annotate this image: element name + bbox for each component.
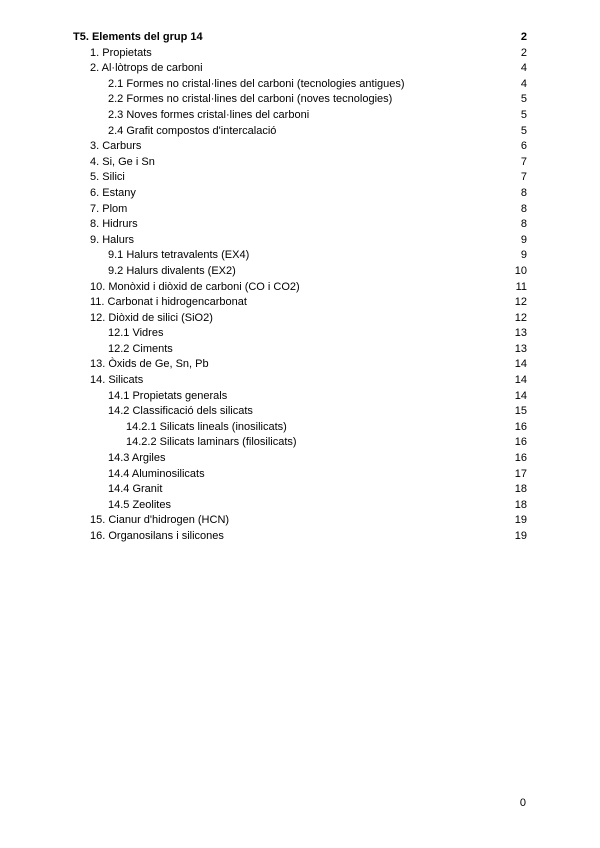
toc-entry[interactable] [73,326,527,342]
toc-entry-label: 11. Carbonat i hidrogencarbonat [90,296,247,309]
toc-entry-page: 6 [520,140,527,153]
toc-title-page: 2 [520,31,527,43]
toc-entry-label: 14.4 Aluminosilicats [108,467,205,480]
toc-entry-label: 14. Silicats [90,374,144,387]
toc-entry-label: 9.2 Halurs divalents (EX2) [108,264,236,277]
toc-entry-label: 2.1 Formes no cristal·lines del carboni (tecnologies antigues) [108,77,405,90]
toc-entry-label: 16. Organosilans i silicones [90,530,224,542]
toc-entry-page: 8 [520,202,527,215]
toc-entry-page: 9 [520,233,527,246]
toc-entry-page: 12 [514,296,527,309]
toc-entry-label: 14.2.2 Silicats laminars (filosilicats) [126,436,297,449]
toc-entry-page: 10 [514,264,527,277]
toc-entry[interactable] [73,61,527,77]
toc-entries [73,46,527,545]
toc-entry-page: 19 [514,530,527,542]
toc-entry[interactable] [73,108,527,124]
toc-entry-page: 11 [515,280,527,293]
toc-entry-label: 5. Silici [90,171,125,184]
toc-entry-label: 13. Òxids de Ge, Sn, Pb [90,358,209,371]
toc-entry[interactable] [73,202,527,218]
toc-entry[interactable] [73,404,527,420]
toc-entry-label: 8. Hidrurs [90,218,138,231]
toc-entry-page: 14 [514,374,527,387]
toc-entry-label: 12.2 Ciments [108,342,173,355]
toc-entry-label: 14.4 Granit [108,483,163,496]
toc-entry-label: 14.1 Propietats generals [108,389,228,402]
toc-entry-page: 9 [520,249,527,262]
toc-entry-label: 10. Monòxid i diòxid de carboni (CO i CO2) [90,280,300,293]
toc-entry[interactable] [73,482,527,498]
toc-entry-page: 16 [514,436,527,449]
toc-entry-page: 19 [514,514,527,527]
toc-entry-page: 5 [520,124,527,137]
toc-entry[interactable] [73,170,527,186]
toc-entry-page: 14 [514,358,527,371]
toc-entry[interactable] [73,373,527,389]
toc-entry[interactable] [73,357,527,373]
toc-entry-label: 3. Carburs [90,140,142,153]
toc-entry[interactable] [73,186,527,202]
toc-entry-page: 12 [514,311,527,324]
toc-entry-label: 9. Halurs [90,233,135,246]
toc-entry-page: 7 [520,171,527,184]
toc-title-row[interactable] [73,30,527,46]
toc-entry-label: 1. Propietats [90,46,152,59]
toc-entry[interactable] [73,389,527,405]
toc-entry[interactable] [73,139,527,155]
toc-entry-label: 14.3 Argiles [108,452,166,465]
toc-entry-page: 4 [520,62,527,75]
toc-title: T5. Elements del grup 14 [73,31,203,43]
toc-entry-page: 17 [514,467,527,480]
toc-entry[interactable] [73,529,527,545]
toc-entry-label: 14.5 Zeolites [108,498,171,511]
toc-entry-page: 8 [520,218,527,231]
toc-entry-page: 14 [514,389,527,402]
toc-entry-label: 12.1 Vidres [108,327,164,340]
toc-entry-label: 2.3 Noves formes cristal·lines del carboni [108,108,310,121]
toc-entry-label: 6. Estany [90,186,136,199]
toc-entry-page: 4 [520,77,527,90]
toc-entry-page: 15 [514,405,527,418]
toc-entry[interactable] [73,92,527,108]
toc-entry[interactable] [73,248,527,264]
toc-entry[interactable] [73,77,527,93]
toc-entry[interactable] [73,155,527,171]
toc-entry-label: 15. Cianur d'hidrogen (HCN) [90,514,230,527]
toc-entry[interactable] [73,451,527,467]
toc-entry[interactable] [73,233,527,249]
toc-entry[interactable] [73,295,527,311]
toc-entry-label: 14.2.1 Silicats lineals (inosilicats) [126,420,287,433]
toc-entry-page: 13 [514,342,527,355]
toc-entry-page: 16 [514,420,527,433]
toc-entry[interactable] [73,311,527,327]
toc-entry-page: 13 [514,327,527,340]
toc-entry[interactable] [73,46,527,62]
footer-page-number: 0 [519,797,526,809]
toc-entry-label: 2.4 Grafit compostos d'intercalació [108,124,277,137]
toc-entry-page: 5 [520,93,527,106]
toc-entry-page: 5 [520,108,527,121]
toc-entry-page: 18 [514,483,527,496]
toc-entry[interactable] [73,342,527,358]
toc-entry[interactable] [73,498,527,514]
toc-entry-page: 16 [514,452,527,465]
toc-entry-label: 4. Si, Ge i Sn [90,155,155,168]
toc-entry[interactable] [73,435,527,451]
toc-entry[interactable] [73,420,527,436]
toc-entry[interactable] [73,513,527,529]
toc-entry-label: 2. Al·lòtrops de carboni [90,62,203,75]
toc-entry-label: 2.2 Formes no cristal·lines del carboni (noves tecnologies) [108,93,393,106]
toc-entry[interactable] [73,264,527,280]
toc-entry-page: 18 [514,498,527,511]
toc-entry-label: 14.2 Classificació dels silicats [108,405,253,418]
toc-entry[interactable] [73,124,527,140]
toc-entry-page: 7 [520,155,527,168]
toc-entry-label: 7. Plom [90,202,128,215]
table-of-contents [73,30,527,545]
toc-entry[interactable] [73,280,527,296]
toc-entry-page: 8 [520,186,527,199]
toc-entry[interactable] [73,467,527,483]
toc-entry[interactable] [73,217,527,233]
toc-entry-label: 9.1 Halurs tetravalents (EX4) [108,249,250,262]
toc-entry-label: 12. Diòxid de silici (SiO2) [90,311,213,324]
toc-entry-page: 2 [520,46,527,59]
